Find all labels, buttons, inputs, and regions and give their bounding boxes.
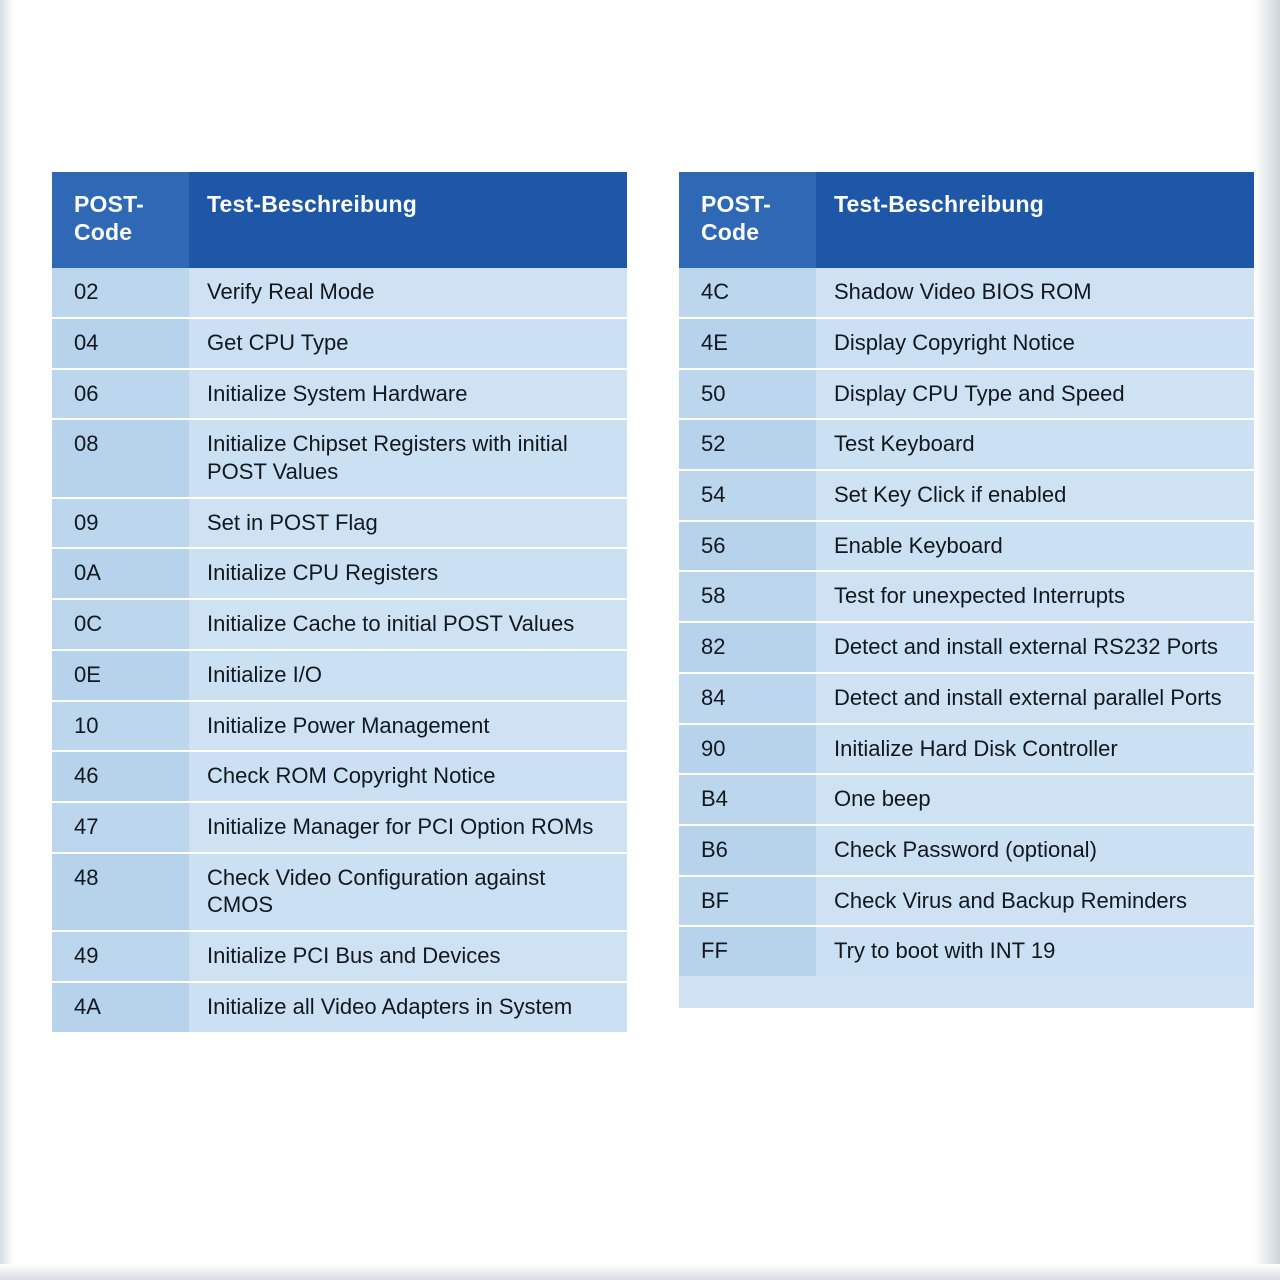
cell-post-code: 0E bbox=[52, 650, 189, 701]
cell-description: Test Keyboard bbox=[816, 419, 1254, 470]
column-header-description: Test-Beschreibung bbox=[189, 172, 627, 268]
cell-description: Set in POST Flag bbox=[189, 498, 627, 549]
cell-post-code: BF bbox=[679, 876, 816, 927]
column-header-post-code-line1: POST- bbox=[701, 191, 772, 217]
cell-description: Test for unexpected Interrupts bbox=[816, 571, 1254, 622]
table-row bbox=[679, 622, 1254, 673]
cell-post-code: B4 bbox=[679, 774, 816, 825]
cell-description: Enable Keyboard bbox=[816, 521, 1254, 572]
column-header-post-code-line2: Code bbox=[701, 219, 760, 246]
cell-description: One beep bbox=[816, 774, 1254, 825]
cell-post-code: FF bbox=[679, 926, 816, 976]
post-code-table-left bbox=[52, 172, 627, 1032]
cell-description: Initialize Hard Disk Controller bbox=[816, 724, 1254, 775]
cell-description: Check Virus and Backup Reminders bbox=[816, 876, 1254, 927]
cell-post-code: 58 bbox=[679, 571, 816, 622]
post-code-tables-container bbox=[52, 172, 1232, 1032]
page-edge-shadow-left bbox=[0, 0, 14, 1280]
cell-description: Display CPU Type and Speed bbox=[816, 369, 1254, 420]
table-header-right bbox=[679, 172, 1254, 268]
cell-post-code: B6 bbox=[679, 825, 816, 876]
table-row bbox=[679, 724, 1254, 775]
cell-description: Detect and install external RS232 Ports bbox=[816, 622, 1254, 673]
cell-post-code: 0C bbox=[52, 599, 189, 650]
cell-post-code: 10 bbox=[52, 701, 189, 752]
table-row bbox=[52, 853, 627, 931]
table-row bbox=[52, 318, 627, 369]
post-code-table-right bbox=[679, 172, 1254, 976]
page-edge-shadow-right bbox=[1254, 0, 1280, 1280]
table-row bbox=[679, 318, 1254, 369]
cell-post-code: 52 bbox=[679, 419, 816, 470]
cell-post-code: 49 bbox=[52, 931, 189, 982]
cell-post-code: 04 bbox=[52, 318, 189, 369]
table-body-left bbox=[52, 268, 627, 1032]
cell-post-code: 09 bbox=[52, 498, 189, 549]
table-row bbox=[679, 268, 1254, 318]
table-row bbox=[52, 268, 627, 318]
post-code-table-left-wrapper bbox=[52, 172, 627, 1032]
cell-post-code: 84 bbox=[679, 673, 816, 724]
table-row bbox=[679, 774, 1254, 825]
cell-description: Try to boot with INT 19 bbox=[816, 926, 1254, 976]
table-row bbox=[52, 369, 627, 420]
table-row bbox=[679, 825, 1254, 876]
cell-post-code: 08 bbox=[52, 419, 189, 497]
cell-post-code: 4A bbox=[52, 982, 189, 1032]
cell-post-code: 50 bbox=[679, 369, 816, 420]
column-header-post-code bbox=[679, 172, 816, 268]
cell-post-code: 4E bbox=[679, 318, 816, 369]
table-row bbox=[52, 751, 627, 802]
cell-post-code: 4C bbox=[679, 268, 816, 318]
table-row bbox=[679, 876, 1254, 927]
cell-post-code: 47 bbox=[52, 802, 189, 853]
cell-post-code: 0A bbox=[52, 548, 189, 599]
cell-description: Detect and install external parallel Ports bbox=[816, 673, 1254, 724]
cell-description: Initialize System Hardware bbox=[189, 369, 627, 420]
cell-post-code: 48 bbox=[52, 853, 189, 931]
cell-post-code: 82 bbox=[679, 622, 816, 673]
cell-post-code: 56 bbox=[679, 521, 816, 572]
cell-description: Initialize Manager for PCI Option ROMs bbox=[189, 802, 627, 853]
table-row bbox=[679, 419, 1254, 470]
column-header-post-code-line1: POST- bbox=[74, 191, 145, 217]
cell-post-code: 06 bbox=[52, 369, 189, 420]
table-row bbox=[679, 470, 1254, 521]
table-row bbox=[52, 982, 627, 1032]
cell-description: Initialize Power Management bbox=[189, 701, 627, 752]
table-row bbox=[52, 931, 627, 982]
cell-post-code: 02 bbox=[52, 268, 189, 318]
cell-description: Initialize PCI Bus and Devices bbox=[189, 931, 627, 982]
cell-description: Set Key Click if enabled bbox=[816, 470, 1254, 521]
cell-post-code: 46 bbox=[52, 751, 189, 802]
cell-description: Check Password (optional) bbox=[816, 825, 1254, 876]
cell-post-code: 54 bbox=[679, 470, 816, 521]
table-header-row bbox=[679, 172, 1254, 268]
cell-description: Initialize all Video Adapters in System bbox=[189, 982, 627, 1032]
column-header-post-code-line2: Code bbox=[74, 219, 133, 246]
table-body-right bbox=[679, 268, 1254, 976]
cell-description: Verify Real Mode bbox=[189, 268, 627, 318]
cell-description: Check ROM Copyright Notice bbox=[189, 751, 627, 802]
cell-description: Get CPU Type bbox=[189, 318, 627, 369]
cell-description: Initialize CPU Registers bbox=[189, 548, 627, 599]
table-header-row bbox=[52, 172, 627, 268]
table-row bbox=[52, 548, 627, 599]
table-row bbox=[52, 498, 627, 549]
column-header-post-code bbox=[52, 172, 189, 268]
table-header-left bbox=[52, 172, 627, 268]
cell-post-code: 90 bbox=[679, 724, 816, 775]
cell-description: Shadow Video BIOS ROM bbox=[816, 268, 1254, 318]
table-row bbox=[52, 802, 627, 853]
table-row bbox=[679, 926, 1254, 976]
table-row bbox=[679, 369, 1254, 420]
cell-description: Display Copyright Notice bbox=[816, 318, 1254, 369]
table-row bbox=[679, 571, 1254, 622]
page-edge-shadow-bottom bbox=[0, 1264, 1280, 1280]
cell-description: Initialize I/O bbox=[189, 650, 627, 701]
table-row bbox=[52, 650, 627, 701]
table-row bbox=[52, 419, 627, 497]
table-row bbox=[52, 599, 627, 650]
cell-description: Initialize Chipset Registers with initial POST Values bbox=[189, 419, 627, 497]
post-code-table-right-wrapper bbox=[679, 172, 1254, 1008]
cell-description: Initialize Cache to initial POST Values bbox=[189, 599, 627, 650]
table-row bbox=[679, 521, 1254, 572]
table-row bbox=[52, 701, 627, 752]
cell-description: Check Video Configuration against CMOS bbox=[189, 853, 627, 931]
column-header-description: Test-Beschreibung bbox=[816, 172, 1254, 268]
table-row bbox=[679, 673, 1254, 724]
